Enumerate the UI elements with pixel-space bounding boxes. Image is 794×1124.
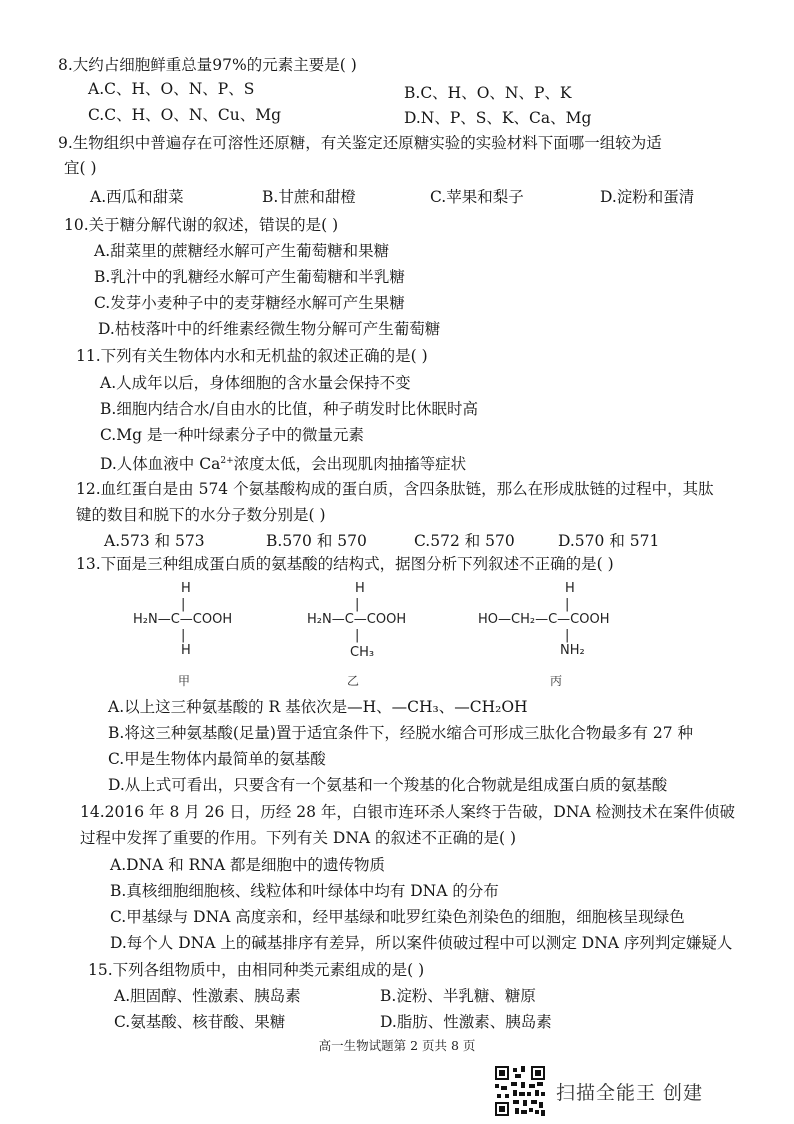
structure-bing-bond-top: | — [565, 597, 570, 612]
structure-jia-bond-bottom: | — [181, 628, 186, 643]
q15-option-d: D.脂肪、性激素、胰岛素 — [380, 1013, 552, 1031]
qr-code-icon — [495, 1066, 545, 1116]
q13-option-c: C.甲是生物体内最简单的氨基酸 — [108, 750, 326, 768]
q13-option-b: B.将这三种氨基酸(足量)置于适宜条件下，经脱水缩合可形成三肽化合物最多有 27 种 — [108, 724, 693, 742]
scanner-brand-watermark: 扫描全能王 创建 — [556, 1082, 704, 1104]
structure-jia-label: 甲 — [178, 674, 191, 688]
structure-bing-top: H — [565, 581, 575, 596]
q8-option-c: C.C、H、O、N、Cu、Mg — [88, 106, 282, 124]
structure-yi-bond-top: | — [355, 597, 360, 612]
q14-option-d: D.每个人 DNA 上的碱基排序有差异，所以案件侦破过程中可以测定 DNA 序列判定嫌疑人 — [110, 934, 733, 952]
q10-option-c: C.发芽小麦种子中的麦芽糖经水解可产生果糖 — [94, 294, 405, 312]
structure-yi-bottom: CH₃ — [350, 645, 375, 660]
q12-option-c: C.572 和 570 — [414, 532, 515, 550]
q10-option-a: A.甜菜里的蔗糖经水解可产生葡萄糖和果糖 — [94, 242, 390, 260]
structure-bing-main: HO—CH₂—C—COOH — [478, 612, 610, 627]
q11-option-a: A.人成年以后，身体细胞的含水量会保持不变 — [100, 374, 411, 392]
q10-option-b: B.乳汁中的乳糖经水解可产生葡萄糖和半乳糖 — [94, 268, 405, 286]
q13-option-d: D.从上式可看出，只要含有一个氨基和一个羧基的化合物就是组成蛋白质的氨基酸 — [108, 776, 668, 794]
q10-option-d: D.枯枝落叶中的纤维素经微生物分解可产生葡萄糖 — [98, 320, 441, 338]
q9-option-c: C.苹果和梨子 — [430, 188, 524, 206]
q8-option-b: B.C、H、O、N、P、K — [404, 84, 572, 102]
q9-option-b: B.甘蔗和甜橙 — [262, 188, 356, 206]
q11-option-b: B.细胞内结合水/自由水的比值，种子萌发时比休眠时高 — [100, 400, 479, 418]
structure-bing-label: 丙 — [550, 674, 563, 688]
q9-options — [90, 186, 730, 208]
q12-option-b: B.570 和 570 — [266, 532, 367, 550]
q9-option-d: D.淀粉和蛋清 — [600, 188, 695, 206]
q11-option-d: D.人体血液中 $Ca^{2+}$浓度太低，会出现肌肉抽搐等症状 — [100, 455, 467, 474]
q15-option-c: C.氨基酸、核苷酸、果糖 — [114, 1013, 286, 1031]
q14-option-b: B.真核细胞细胞核、线粒体和叶绿体中均有 DNA 的分布 — [110, 882, 499, 900]
structure-bing-bond-bottom: | — [565, 628, 570, 643]
q12-option-a: A.573 和 573 — [104, 532, 205, 550]
q14-option-c: C.甲基绿与 DNA 高度亲和，经甲基绿和吡罗红染色剂染色的细胞，细胞核呈现绿色 — [110, 908, 685, 926]
q9-option-a: A.西瓜和甜菜 — [90, 188, 184, 206]
q9-stem-line1: 9.生物组织中普遍存在可溶性还原糖，有关鉴定还原糖实验的实验材料下面哪一组较为适 — [58, 134, 662, 152]
q12-stem-line2: 键的数目和脱下的水分子数分别是( ) — [76, 506, 326, 524]
q10-stem: 10.关于糖分解代谢的叙述，错误的是( ) — [64, 216, 339, 234]
q8-option-a: A.C、H、O、N、P、S — [88, 80, 255, 98]
q14-stem-line2: 过程中发挥了重要的作用。下列有关 DNA 的叙述不正确的是( ) — [80, 829, 517, 847]
q15-option-b: B.淀粉、半乳糖、糖原 — [380, 987, 536, 1005]
q14-stem-line1: 14.2016 年 8 月 26 日，历经 28 年，白银市连环杀人案终于告破，DNA 检测技术在案件侦破 — [80, 803, 736, 821]
structure-jia-bond-top: | — [181, 597, 186, 612]
structure-yi-main: H₂N—C—COOH — [307, 612, 407, 627]
structure-yi-bond-bottom: | — [355, 628, 360, 643]
structure-yi-label: 乙 — [347, 674, 360, 688]
q15-option-a: A.胆固醇、性激素、胰岛素 — [114, 987, 301, 1005]
structure-bing-bottom: NH₂ — [560, 643, 585, 658]
q13-stem: 13.下面是三种组成蛋白质的氨基酸的结构式，据图分析下列叙述不正确的是( ) — [76, 555, 614, 573]
q15-stem: 15.下列各组物质中，由相同种类元素组成的是( ) — [88, 961, 425, 979]
q9-stem-line2: 宜( ) — [64, 159, 97, 177]
q12-stem-line1: 12.血红蛋白是由 574 个氨基酸构成的蛋白质，含四条肽链，那么在形成肽链的过程中，其肽 — [76, 480, 714, 498]
q11-stem: 11.下列有关生物体内水和无机盐的叙述正确的是( ) — [76, 347, 428, 365]
page-footer: 高一生物试题第 2 页共 8 页 — [318, 1038, 476, 1053]
structure-jia-main: H₂N—C—COOH — [133, 612, 233, 627]
q14-option-a: A.DNA 和 RNA 都是细胞中的遗传物质 — [110, 856, 386, 874]
q11-option-c: C.Mg 是一种叶绿素分子中的微量元素 — [100, 426, 364, 444]
structure-jia-bottom: H — [181, 643, 191, 658]
q13-option-a: A.以上这三种氨基酸的 R 基依次是—H、—CH₃、—CH₂OH — [108, 698, 528, 716]
structure-yi-top: H — [355, 581, 365, 596]
q12-options — [104, 530, 744, 552]
q8-stem: 8.大约占细胞鲜重总量97%的元素主要是( ) — [58, 56, 357, 74]
structure-jia-top: H — [181, 581, 191, 596]
q8-option-d: D.N、P、S、K、Ca、Mg — [404, 109, 592, 127]
q12-option-d: D.570 和 571 — [558, 532, 660, 550]
